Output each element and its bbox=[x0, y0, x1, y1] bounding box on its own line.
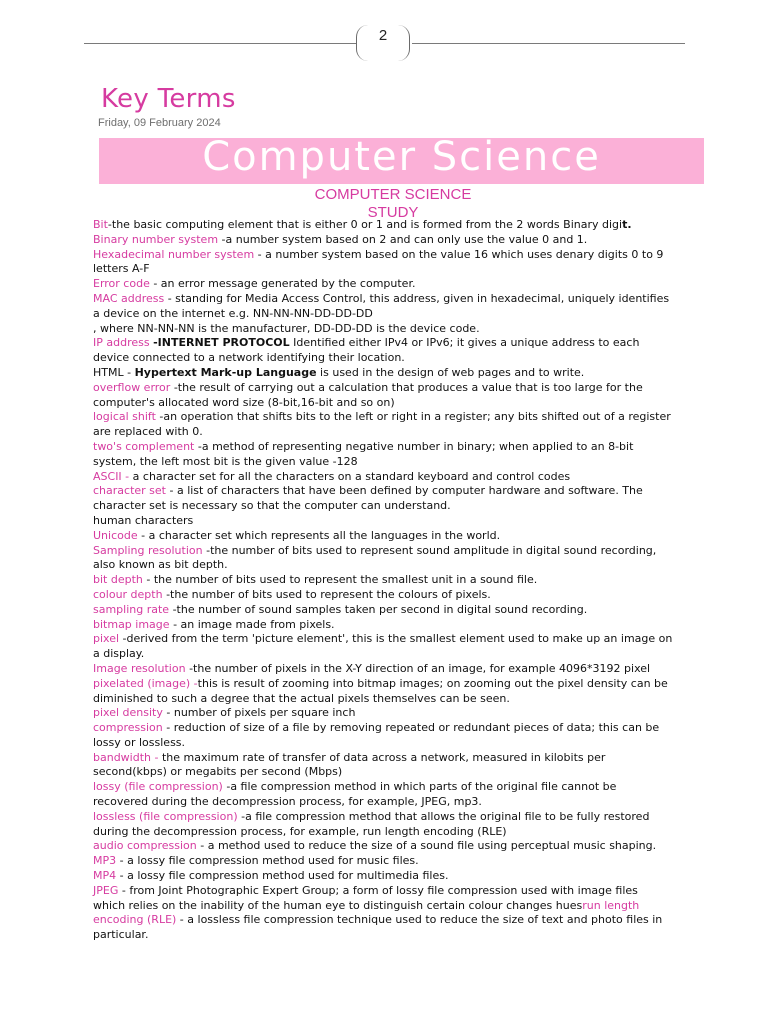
key-terms-list bbox=[93, 218, 673, 943]
header-rule-left bbox=[84, 43, 356, 44]
term-entry bbox=[93, 410, 673, 440]
term-bold-text: Hypertext Mark-up Language bbox=[134, 365, 317, 379]
term-entry bbox=[93, 618, 673, 633]
term-entry bbox=[93, 529, 673, 544]
term-name: bit depth bbox=[93, 573, 143, 587]
term-definition: -derived from the term 'picture element', this is the smallest element used to make up an image on a display. bbox=[93, 632, 673, 661]
term-name: compression bbox=[93, 721, 163, 735]
term-entry bbox=[93, 810, 673, 840]
term-entry bbox=[93, 470, 673, 485]
term-entry bbox=[93, 277, 673, 292]
term-definition: human characters bbox=[93, 513, 194, 527]
term-name: Sampling resolution bbox=[93, 543, 203, 557]
term-name: MP3 bbox=[93, 854, 117, 868]
term-entry bbox=[93, 588, 673, 603]
term-entry bbox=[93, 780, 673, 810]
term-definition: - a list of characters that have been defined by computer hardware and software. The character set is necessary so that the computer can understand. bbox=[93, 484, 643, 513]
term-definition: -the number of bits used to represent sound amplitude in digital sound recording, also known as bit depth. bbox=[93, 543, 657, 572]
term-name: bitmap image bbox=[93, 617, 170, 631]
term-definition: - a lossy file compression method used for music files. bbox=[119, 854, 419, 868]
term-entry bbox=[93, 854, 673, 869]
term-entry bbox=[93, 706, 673, 721]
term-entry bbox=[93, 544, 673, 574]
term-entry bbox=[93, 721, 673, 751]
term-entry bbox=[93, 662, 673, 677]
term-definition: - a method used to reduce the size of a sound file using perceptual music shaping. bbox=[200, 839, 657, 853]
term-name: Hexadecimal number system bbox=[93, 247, 255, 261]
term-name: ASCII - bbox=[93, 469, 130, 483]
term-entry bbox=[93, 336, 673, 366]
term-entry bbox=[93, 366, 673, 381]
term-name: pixel density bbox=[93, 706, 163, 720]
term-definition: - the number of bits used to represent the smallest unit in a sound file. bbox=[146, 573, 538, 587]
page-date: Friday, 09 February 2024 bbox=[98, 117, 221, 129]
term-definition: -a file compression method in which parts of the original file cannot be recovered during the decompression process, for example, JPEG, mp3. bbox=[93, 780, 617, 809]
term-definition: Identified either IPv4 or IPv6; it gives a unique address to each device connected to a network identifying their location. bbox=[93, 336, 640, 365]
term-definition: -a method of representing negative number in binary; when applied to an 8-bit system, the left most bit is the given value -128 bbox=[93, 439, 634, 468]
term-entry bbox=[93, 751, 673, 781]
term-name: Binary number system bbox=[93, 232, 219, 246]
term-definition: - a lossy file compression method used for multimedia files. bbox=[119, 869, 449, 883]
term-definition: - from Joint Photographic Expert Group; a form of lossy file compression used with image files which relies on the inability of the human eye to distinguish certain colour changes hues bbox=[93, 883, 638, 912]
term-entry bbox=[93, 839, 673, 854]
term-definition: - number of pixels per square inch bbox=[166, 706, 356, 720]
term-definition: the maximum rate of transfer of data across a network, measured in kilobits per second(kbps) or megabits per second (Mbps) bbox=[93, 750, 606, 779]
term-name: pixelated (image) - bbox=[93, 676, 198, 690]
term-entry bbox=[93, 484, 673, 514]
term-entry bbox=[93, 322, 673, 337]
term-entry bbox=[93, 869, 673, 884]
term-entry bbox=[93, 677, 673, 707]
term-name: overflow error bbox=[93, 380, 171, 394]
term-definition: -the number of bits used to represent the colours of pixels. bbox=[166, 587, 491, 601]
term-definition: - a lossless file compression technique used to reduce the size of text and photo files in particular. bbox=[93, 913, 663, 942]
page-number: 2 bbox=[378, 27, 388, 44]
term-name: MP4 bbox=[93, 869, 117, 883]
term-definition: , where NN-NN-NN is the manufacturer, DD-DD-DD is the device code. bbox=[93, 321, 480, 335]
term-definition: - an image made from pixels. bbox=[173, 617, 335, 631]
term-entry bbox=[93, 248, 673, 278]
term-definition: -an operation that shifts bits to the left or right in a register; any bits shifted out of a register are replaced with 0. bbox=[93, 410, 671, 439]
term-definition: -the basic computing element that is either 0 or 1 and is formed from the 2 words Binary digi bbox=[107, 218, 623, 231]
term-entry bbox=[93, 884, 673, 943]
term-name: two's complement bbox=[93, 439, 195, 453]
term-name: Error code bbox=[93, 277, 150, 291]
term-entry bbox=[93, 603, 673, 618]
term-definition: -the number of pixels in the X-Y direction of an image, for example 4096*3192 pixel bbox=[189, 661, 651, 675]
term-name: lossless (file compression) bbox=[93, 809, 238, 823]
term-name: audio compression bbox=[93, 839, 197, 853]
term-entry bbox=[93, 292, 673, 322]
term-name: sampling rate bbox=[93, 602, 170, 616]
term-name: run length encoding (RLE) bbox=[93, 898, 640, 927]
subheading: COMPUTER SCIENCE STUDY bbox=[314, 186, 472, 221]
term-bold-text: -INTERNET PROTOCOL bbox=[153, 336, 290, 350]
title-banner bbox=[99, 138, 704, 184]
term-entry bbox=[93, 440, 673, 470]
term-name: IP address bbox=[93, 336, 150, 350]
term-name: logical shift bbox=[93, 410, 156, 424]
term-name: character set bbox=[93, 484, 166, 498]
term-entry bbox=[93, 573, 673, 588]
term-name: Bit bbox=[93, 218, 108, 231]
term-name: Unicode bbox=[93, 528, 138, 542]
header-rule-right bbox=[412, 43, 685, 44]
banner-text: Computer Science bbox=[202, 138, 601, 180]
term-lead: HTML - bbox=[93, 365, 135, 379]
term-definition: is used in the design of web pages and to write. bbox=[316, 365, 585, 379]
page-title: Key Terms bbox=[101, 84, 236, 114]
term-definition: - reduction of size of a file by removing repeated or redundant pieces of data; this can be lossy or lossless. bbox=[93, 721, 660, 749]
term-definition: - standing for Media Access Control, this address, given in hexadecimal, uniquely identifies a device on the internet e.g. NN-NN-NN-DD-DD-DD bbox=[93, 291, 670, 320]
term-entry bbox=[93, 381, 673, 411]
term-name: bandwidth - bbox=[93, 750, 159, 764]
term-name: JPEG bbox=[93, 883, 119, 897]
term-entry bbox=[93, 218, 673, 233]
term-definition: -the result of carrying out a calculation that produces a value that is too large for the computer's allocated word size (8-bit,16-bit and so on) bbox=[93, 380, 643, 409]
term-definition: -a number system based on 2 and can only use the value 0 and 1. bbox=[221, 232, 588, 246]
term-entry bbox=[93, 632, 673, 662]
term-name: lossy (file compression) bbox=[93, 780, 223, 794]
term-name: MAC address bbox=[93, 291, 165, 305]
term-definition: - a character set which represents all the languages in the world. bbox=[141, 528, 501, 542]
term-name: Image resolution bbox=[93, 661, 186, 675]
term-entry bbox=[93, 233, 673, 248]
term-bold-tail: t. bbox=[622, 218, 632, 231]
term-definition: - a number system based on the value 16 which uses denary digits 0 to 9 letters A-F bbox=[93, 247, 664, 276]
term-definition: -the number of sound samples taken per second in digital sound recording. bbox=[172, 602, 588, 616]
term-definition: this is result of zooming into bitmap images; on zooming out the pixel density can be diminished to such a degree that the actual pixels themselves can be seen. bbox=[93, 676, 668, 705]
term-name: pixel bbox=[93, 632, 120, 646]
term-name: colour depth bbox=[93, 587, 163, 601]
term-entry bbox=[93, 514, 673, 529]
term-definition: -a file compression method that allows the original file to be fully restored during the decompression process, for example, run length encoding (RLE) bbox=[93, 809, 650, 838]
term-definition: - an error message generated by the computer. bbox=[153, 277, 416, 291]
term-definition: a character set for all the characters on a standard keyboard and control codes bbox=[132, 469, 571, 483]
